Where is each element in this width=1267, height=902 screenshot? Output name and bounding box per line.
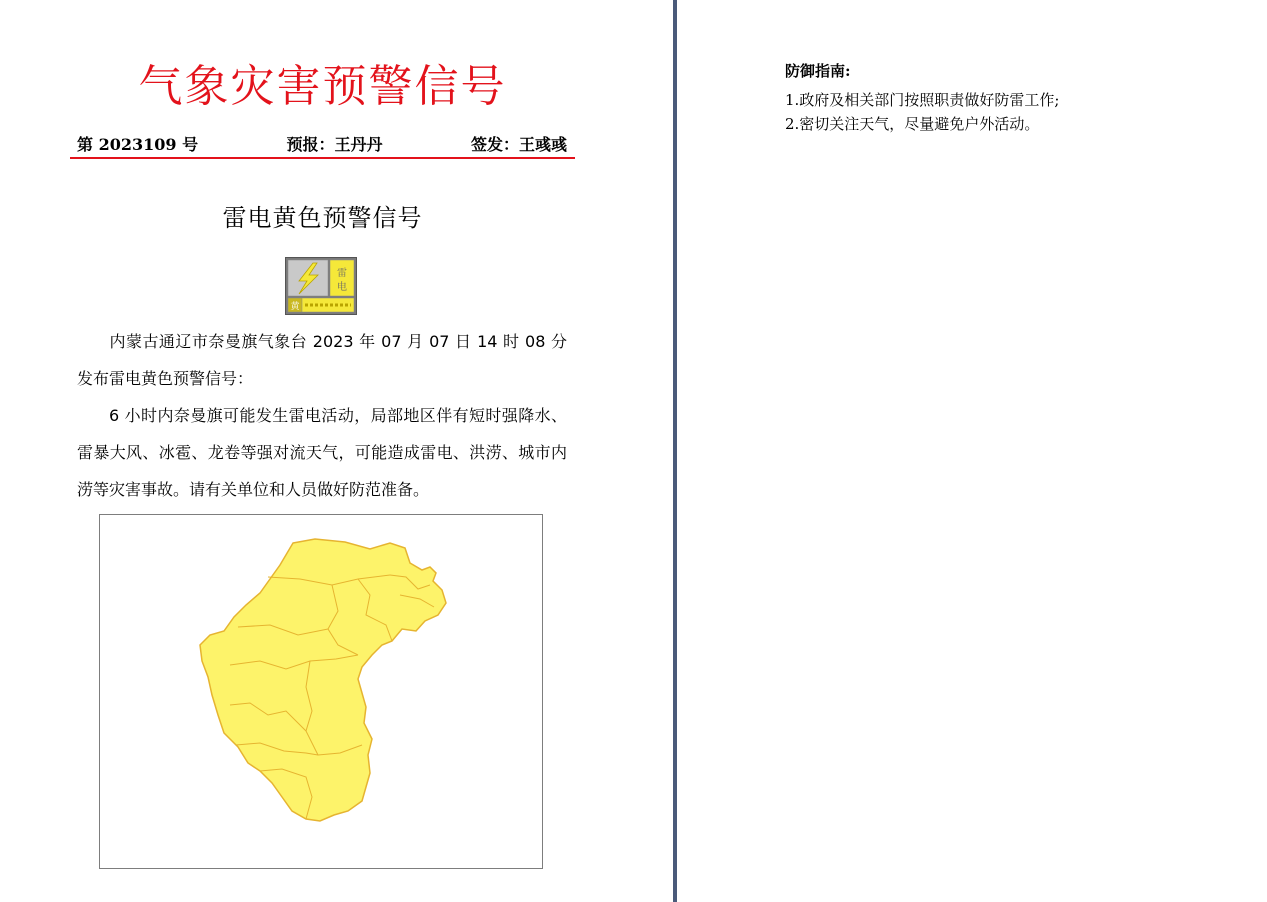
county-region-outline bbox=[200, 539, 446, 821]
issue-number: 第 2023109 号 bbox=[77, 135, 199, 154]
document-page-right bbox=[680, 0, 1267, 902]
warning-area-map bbox=[99, 514, 543, 869]
issue-info-row bbox=[77, 132, 567, 155]
title-divider bbox=[70, 157, 575, 159]
icon-corner-char: 黄 bbox=[290, 302, 300, 312]
issuer: 签发：王彧彧 bbox=[470, 135, 567, 154]
icon-char-top: 雷 bbox=[337, 268, 347, 279]
guide-item: 2.密切关注天气，尽量避免户外活动。 bbox=[785, 115, 1040, 133]
icon-char-bottom: 电 bbox=[337, 282, 347, 293]
signal-title: 雷电黄色预警信号 bbox=[222, 204, 423, 232]
paragraph-warning bbox=[77, 397, 567, 508]
guide-title: 防御指南: bbox=[785, 62, 851, 80]
page-separator bbox=[673, 0, 677, 902]
thunder-yellow-signal-icon bbox=[285, 257, 357, 315]
paragraph-warning-text: 6 小时内奈曼旗可能发生雷电活动，局部地区伴有短时强降水、雷暴大风、冰雹、龙卷等强对流天气，可能造成雷电、洪涝、城市内涝等灾害事故。请有关单位和人员做好防范准备。 bbox=[77, 406, 567, 499]
page-gutter bbox=[670, 0, 680, 902]
main-title: 气象灾害预警信号 bbox=[138, 61, 507, 112]
guide-item: 1.政府及相关部门按照职责做好防雷工作; bbox=[785, 91, 1060, 109]
forecaster: 预报：王丹丹 bbox=[286, 135, 383, 154]
paragraph-issue bbox=[77, 323, 567, 397]
paragraph-issue-text: 内蒙古通辽市奈曼旗气象台 2023 年 07 月 07 日 14 时 08 分发布雷电黄色预警信号： bbox=[77, 332, 567, 388]
